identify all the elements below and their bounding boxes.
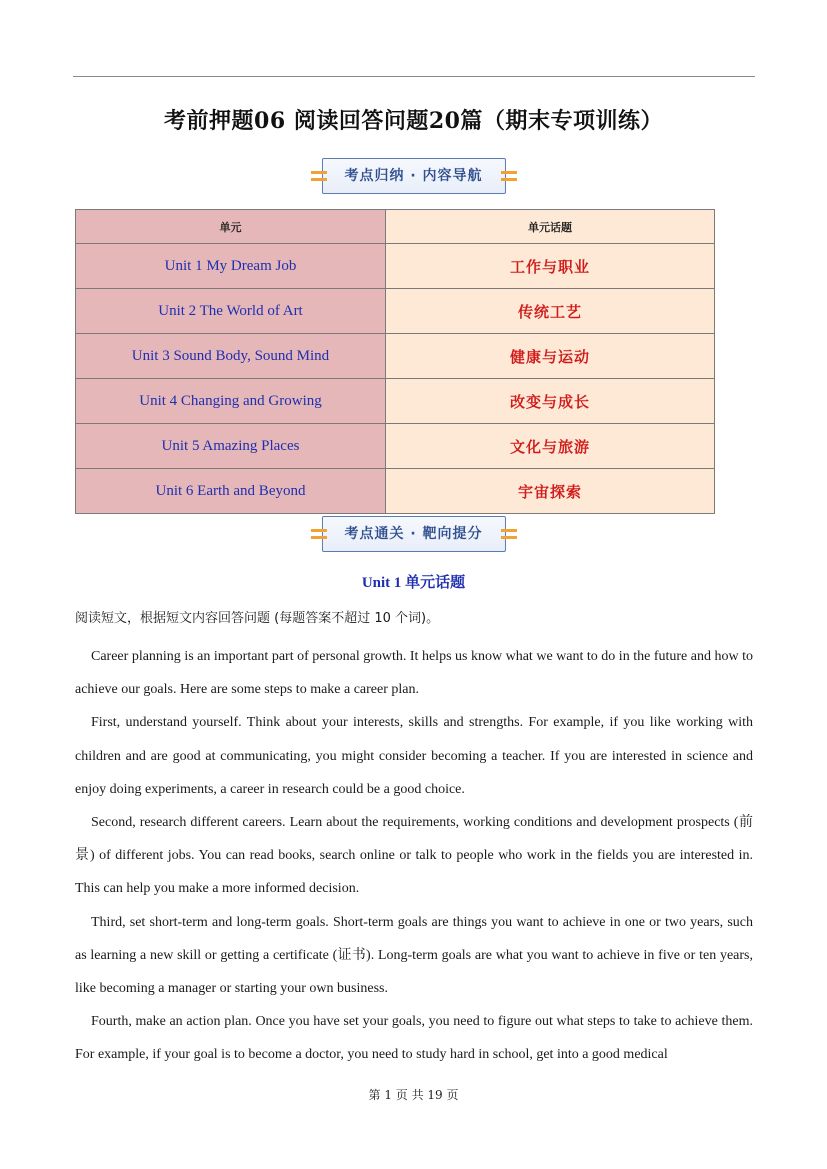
instruction-text: 阅读短文，根据短文内容回答问题 (每题答案不超过 10 个词)。 [75, 611, 440, 626]
reading-passage [75, 640, 753, 1072]
practice-badge-label: 考点通关 · 靶向提分 [344, 526, 483, 542]
page-title: 考前押题06 阅读回答问题20篇（期末专项训练） [164, 108, 663, 134]
badge-decor-icon [310, 168, 326, 184]
unit-cell: Unit 6 Earth and Beyond [76, 469, 386, 514]
passage-paragraph: Career planning is an important part of personal growth. It helps us know what we want to do in the future and how to achieve our goals. Here are some steps to make a career plan. [75, 649, 753, 698]
unit-topic-table [75, 209, 715, 514]
topic-cell: 传统工艺 [386, 289, 715, 334]
unit-cell: Unit 5 Amazing Places [76, 424, 386, 469]
topic-cell: 文化与旅游 [386, 424, 715, 469]
topic-cell: 工作与职业 [386, 244, 715, 289]
topic-cell: 宇宙探索 [386, 469, 715, 514]
table-row [76, 334, 715, 379]
table-row [76, 289, 715, 334]
table-row [76, 424, 715, 469]
section-heading: Unit 1 单元话题 [361, 575, 466, 591]
practice-badge-wrap [0, 516, 827, 552]
passage-paragraph: Fourth, make an action plan. Once you have set your goals, you need to figure out what steps to take to achieve them. For example, if your goal is to become a doctor, you need to study hard in school, get into a good medical [75, 1014, 753, 1063]
badge-decor-icon [501, 168, 517, 184]
topic-cell: 改变与成长 [386, 379, 715, 424]
nav-badge-wrap [0, 158, 827, 194]
unit-cell: Unit 3 Sound Body, Sound Mind [76, 334, 386, 379]
page-footer: 第 1 页 共 19 页 [368, 1088, 459, 1102]
unit-cell: Unit 4 Changing and Growing [76, 379, 386, 424]
table-row [76, 244, 715, 289]
unit-cell: Unit 2 The World of Art [76, 289, 386, 334]
table-header-unit: 单元 [76, 210, 386, 244]
table-row [76, 379, 715, 424]
nav-badge [321, 158, 505, 194]
unit-cell: Unit 1 My Dream Job [76, 244, 386, 289]
nav-badge-label: 考点归纳 · 内容导航 [344, 168, 483, 184]
table-header-topic: 单元话题 [386, 210, 715, 244]
badge-decor-icon [310, 526, 326, 542]
table-header-row [76, 210, 715, 244]
header-rule [73, 76, 755, 77]
topic-cell: 健康与运动 [386, 334, 715, 379]
badge-decor-icon [501, 526, 517, 542]
practice-badge [321, 516, 505, 552]
passage-paragraph: Third, set short-term and long-term goals. Short-term goals are things you want to achieve in one or two years, such as learning a new skill or getting a certificate (证书). Long-term goals are what you want to achieve in five or ten years, like becoming a manager or starting your own business. [75, 914, 753, 997]
passage-paragraph: First, understand yourself. Think about your interests, skills and strengths. For example, if you like working with children and are good at communicating, you might consider becoming a teacher. If you are interested in science and enjoy doing experiments, a career in research could be a good choice. [75, 715, 753, 797]
passage-paragraph: Second, research different careers. Learn about the requirements, working conditions and development prospects (前景) of different jobs. You can read books, search online or talk to people who work in the fields you are interested in. This can help you make a more informed decision. [75, 815, 753, 897]
table-row [76, 469, 715, 514]
